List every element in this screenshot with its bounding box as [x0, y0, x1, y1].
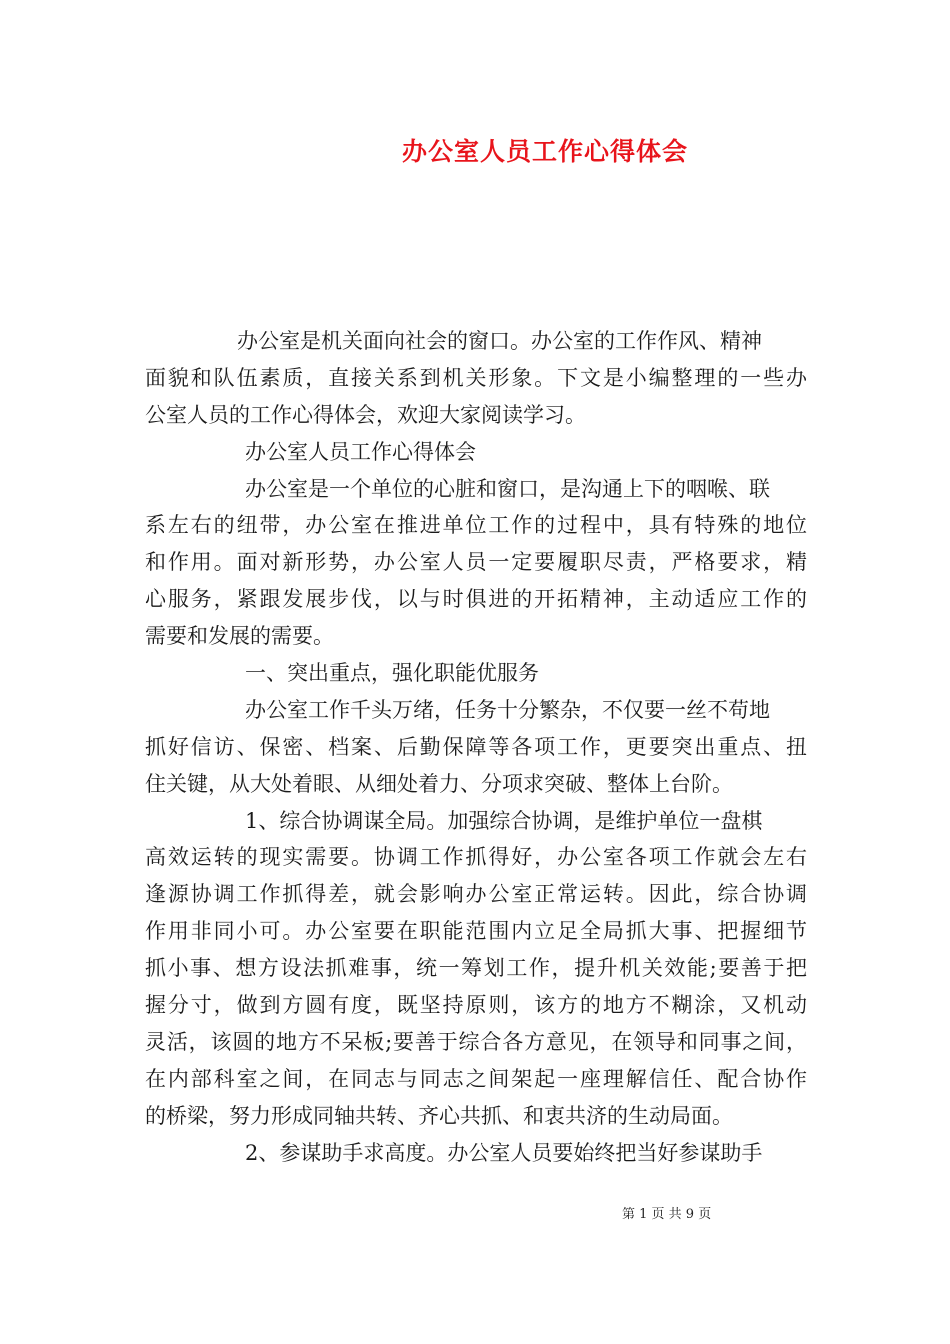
- paragraph-line: 公室人员的工作心得体会，欢迎大家阅读学习。: [145, 402, 586, 427]
- paragraph-line: 抓小事、想方设法抓难事，统一筹划工作，提升机关效能;要善于把: [145, 956, 807, 981]
- paragraph-line: 握分寸，做到方圆有度，既坚持原则，该方的地方不糊涂，又机动: [145, 993, 807, 1018]
- paragraph-line: 在内部科室之间，在同志与同志之间架起一座理解信任、配合协作: [145, 1066, 807, 1091]
- paragraph-line: 心服务，紧跟发展步伐，以与时俱进的开拓精神，主动适应工作的: [145, 587, 807, 612]
- document-body: [145, 323, 807, 1171]
- paragraph-line: 住关键，从大处着眼、从细处着力、分项求突破、整体上台阶。: [145, 771, 733, 796]
- paragraph-line: 作用非同小可。办公室要在职能范围内立足全局抓大事、把握细节: [145, 919, 807, 944]
- paragraph-line: 办公室是机关面向社会的窗口。办公室的工作作风、精神: [237, 329, 762, 353]
- page-footer: [0, 1203, 950, 1222]
- paragraph-line: 办公室工作千头万绪，任务十分繁杂，不仅要一丝不苟地: [245, 697, 770, 722]
- paragraph-line: 2、参谋助手求高度。办公室人员要始终把当好参谋助手: [245, 1140, 763, 1165]
- paragraph-line: 需要和发展的需要。: [145, 624, 334, 649]
- document-title: 办公室人员工作心得体会: [401, 137, 688, 166]
- paragraph-line: 高效运转的现实需要。协调工作抓得好，办公室各项工作就会左右: [145, 845, 807, 870]
- paragraph-line: 灵活，该圆的地方不呆板;要善于综合各方意见，在领导和同事之间，: [145, 1029, 807, 1054]
- paragraph-line: 抓好信访、保密、档案、后勤保障等各项工作，更要突出重点、扭: [145, 734, 807, 759]
- paragraph-line: 办公室是一个单位的心脏和窗口，是沟通上下的咽喉、联: [245, 476, 770, 501]
- page-number: 第 1 页 共 9 页: [622, 1207, 712, 1222]
- paragraph-line: 逢源协调工作抓得差，就会影响办公室正常运转。因此，综合协调: [145, 882, 807, 907]
- paragraph-line: 1、综合协调谋全局。加强综合协调，是维护单位一盘棋: [245, 808, 763, 833]
- paragraph-line: 的桥梁，努力形成同轴共转、齐心共抓、和衷共济的生动局面。: [145, 1103, 733, 1128]
- section-heading: 一、突出重点，强化职能优服务: [245, 661, 539, 686]
- section-heading: 办公室人员工作心得体会: [245, 439, 476, 464]
- paragraph-line: 面貌和队伍素质，直接关系到机关形象。下文是小编整理的一些办: [145, 365, 807, 390]
- paragraph-line: 系左右的纽带，办公室在推进单位工作的过程中，具有特殊的地位: [145, 513, 807, 538]
- paragraph-line: 和作用。面对新形势，办公室人员一定要履职尽责，严格要求，精: [145, 550, 807, 575]
